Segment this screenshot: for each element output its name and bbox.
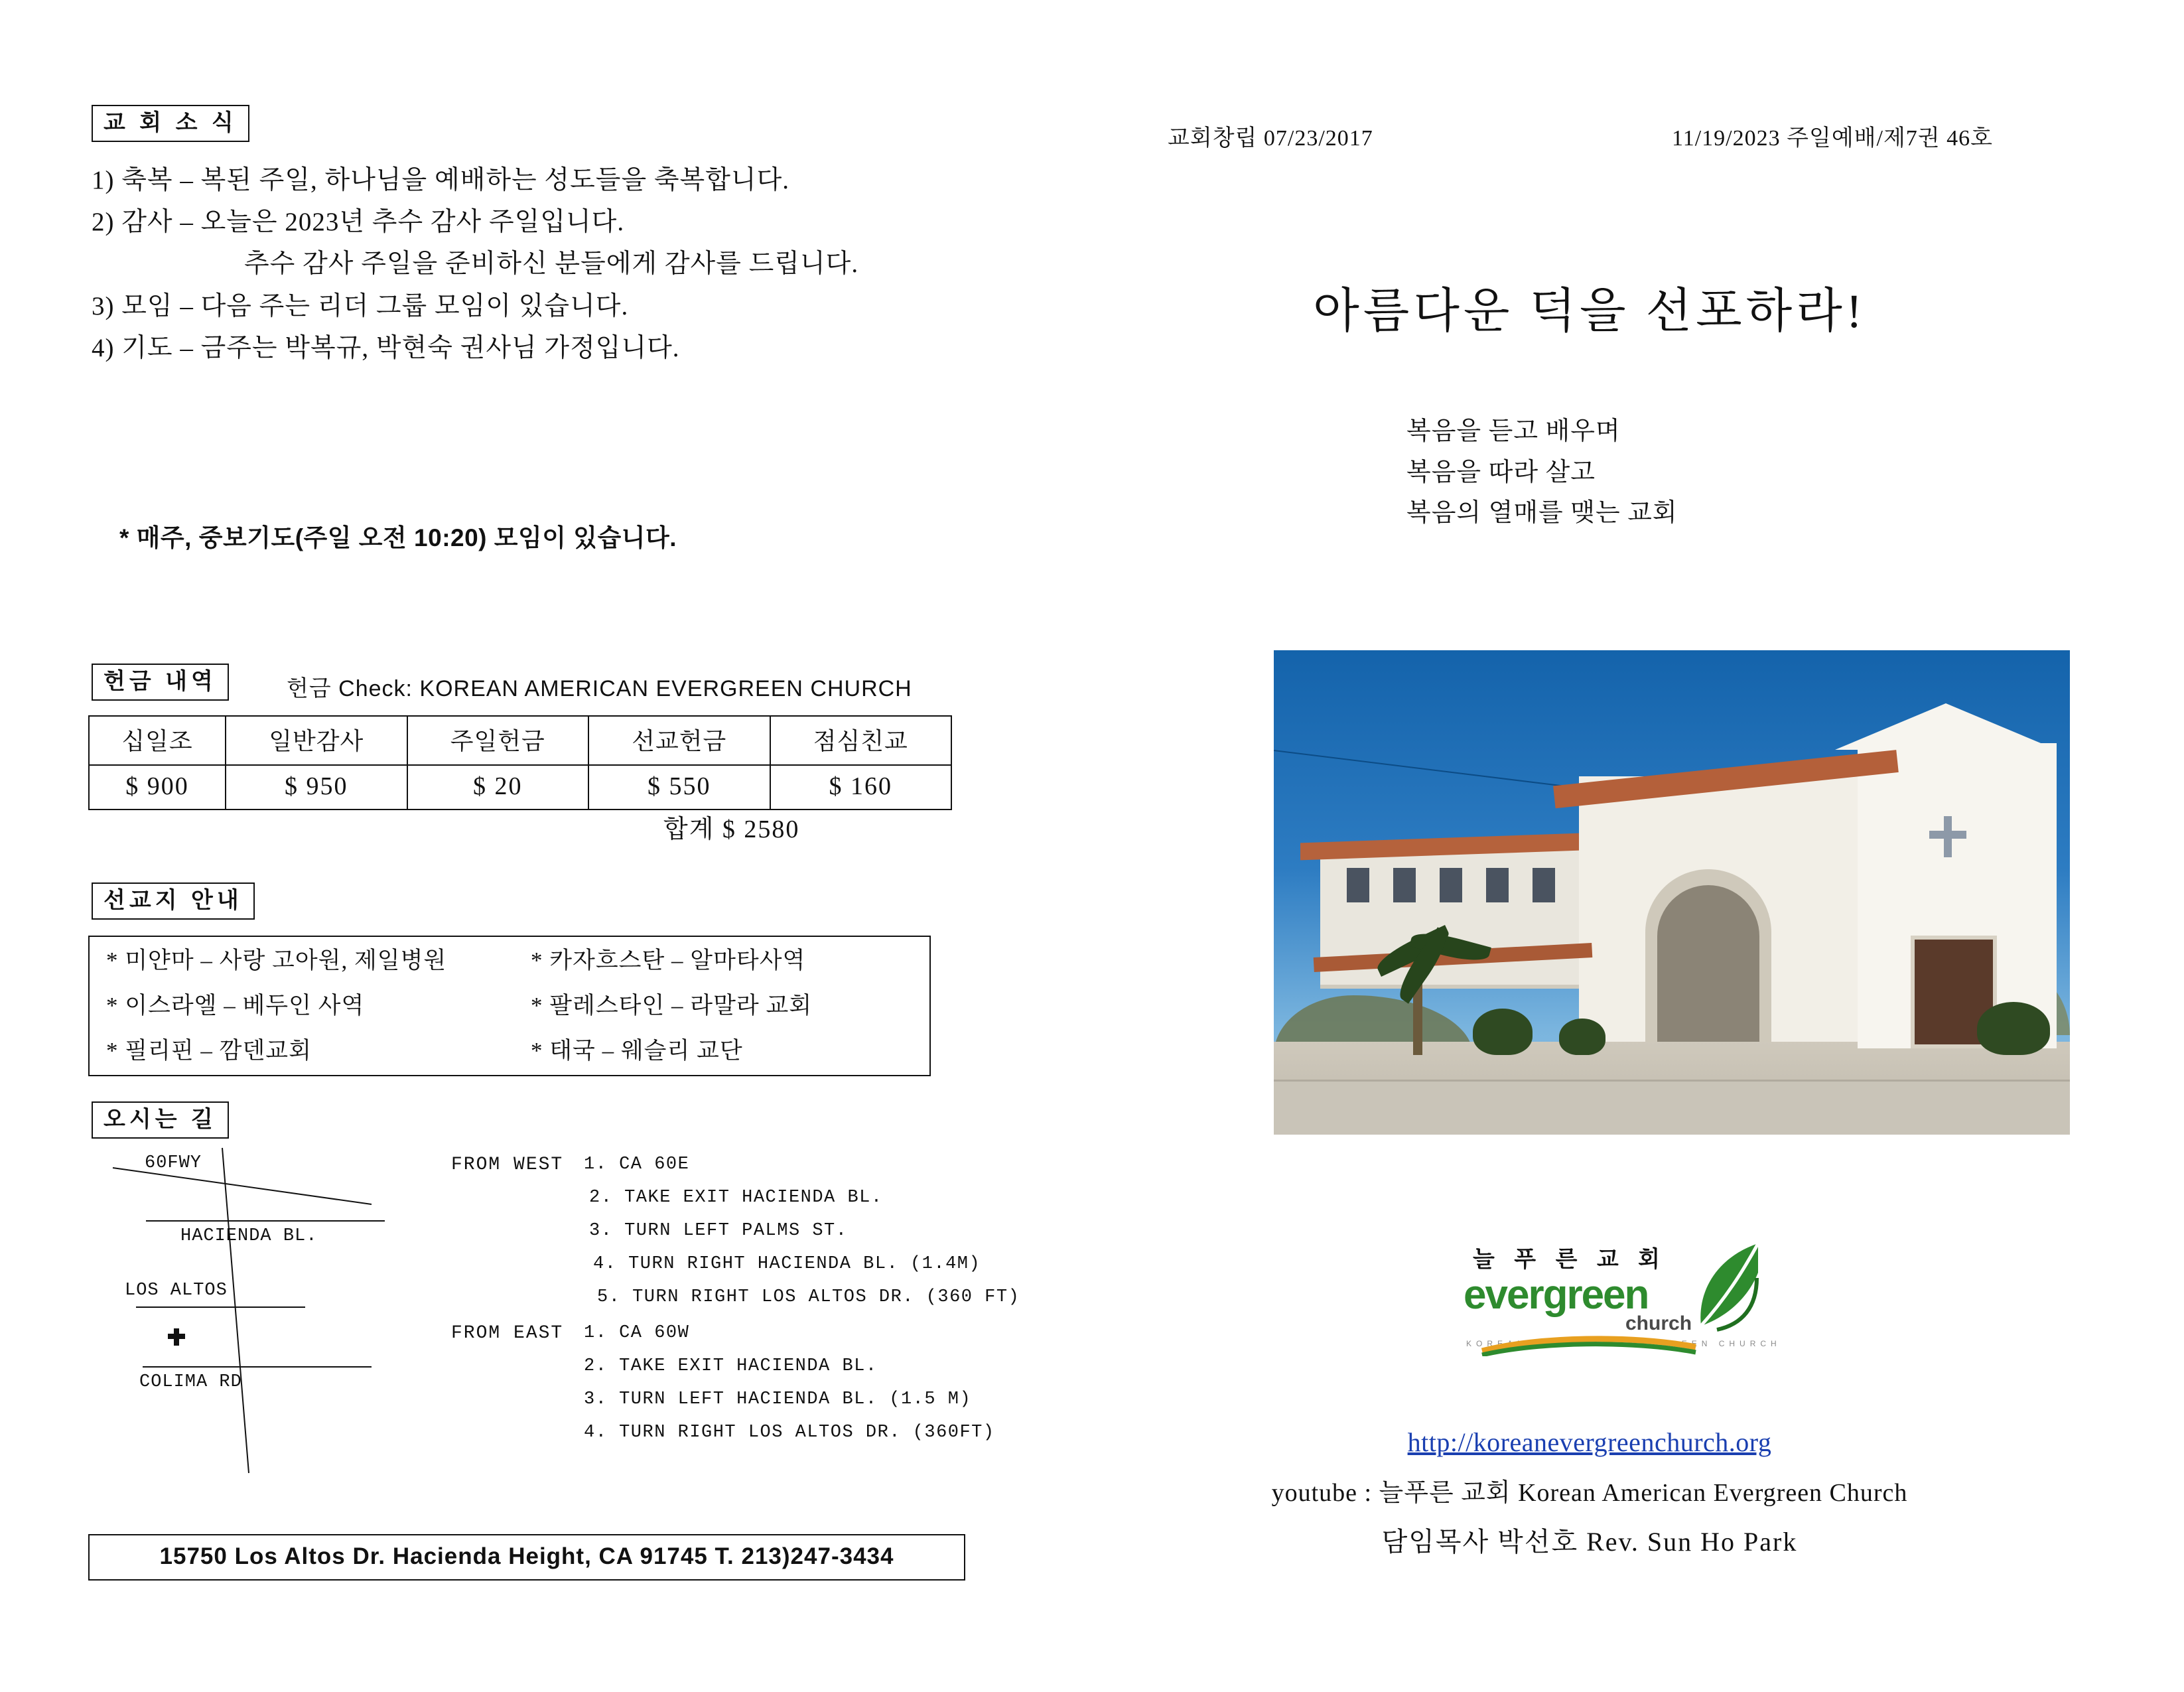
news-item: 1) 축복 – 복된 주일, 하나님을 예배하는 성도들을 축복합니다. xyxy=(92,166,789,194)
photo-window xyxy=(1347,868,1369,902)
pastor-line: 담임목사 박선호 Rev. Sun Ho Park xyxy=(1381,1527,1798,1557)
motto-line: 복음의 열매를 맺는 교회 xyxy=(1406,499,1678,528)
offering-amount: $ 550 xyxy=(588,765,770,810)
prayer-meeting-note: * 매주, 중보기도(주일 오전 10:20) 모임이 있습니다. xyxy=(119,524,677,551)
offering-header: 일반감사 xyxy=(226,716,407,765)
youtube-line: youtube : 늘푸른 교회 Korean American Evergreen Church xyxy=(1271,1479,1908,1507)
table-row-amounts xyxy=(89,765,951,810)
offering-amount: $ 160 xyxy=(770,765,952,810)
motto-line: 복음을 따라 살고 xyxy=(1406,458,1596,486)
address-bar: 15750 Los Altos Dr. Hacienda Height, CA 91745 T. 213)247-3434 xyxy=(88,1534,965,1581)
logo-korean-name: 늘 푸 른 교 회 xyxy=(1473,1247,1667,1272)
offering-total: 합계 $ 2580 xyxy=(663,815,800,843)
photo-window xyxy=(1440,868,1462,902)
offering-table xyxy=(88,715,952,810)
offering-header: 점심친교 xyxy=(770,716,952,765)
church-news-list xyxy=(92,159,954,369)
mission-list xyxy=(106,942,929,1066)
photo-shrub xyxy=(1559,1019,1605,1055)
mission-item: * 카자흐스탄 – 알마타사역 xyxy=(531,948,806,973)
from-west-step: 1. CA 60E xyxy=(584,1155,690,1174)
location-map xyxy=(106,1141,517,1486)
news-item-sub: 추수 감사 주일을 준비하신 분들에게 감사를 드립니다. xyxy=(244,249,859,279)
map-label-hacienda: HACIENDA BL. xyxy=(180,1226,318,1246)
left-column xyxy=(0,0,1020,1692)
website-link[interactable]: http://koreanevergreenchurch.org xyxy=(1407,1427,1772,1457)
from-west-step: 4. TURN RIGHT HACIENDA BL. (1.4M) xyxy=(593,1254,981,1274)
from-east-label: FROM EAST xyxy=(451,1323,564,1344)
news-item: 3) 모임 – 다음 주는 리더 그룹 모임이 있습니다. xyxy=(92,291,629,320)
issue-info: 11/19/2023 주일예배/제7권 46호 xyxy=(1672,126,1993,151)
mission-item: * 태국 – 웨슬리 교단 xyxy=(531,1038,743,1064)
photo-window xyxy=(1533,868,1555,902)
offering-amount: $ 900 xyxy=(89,765,226,810)
news-item: 2) 감사 – 오늘은 2023년 추수 감사 주일입니다. xyxy=(92,208,625,237)
church-motto xyxy=(1406,411,1678,534)
mission-item: * 팔레스타인 – 라말라 교회 xyxy=(531,993,813,1019)
mission-heading: 선교지 안내 xyxy=(92,882,255,920)
church-news-heading: 교 회 소 식 xyxy=(92,105,249,142)
offering-header: 선교헌금 xyxy=(588,716,770,765)
directions-heading: 오시는 길 xyxy=(92,1101,229,1139)
from-east-step: 1. CA 60W xyxy=(584,1323,690,1343)
founding-date: 교회창립 07/23/2017 xyxy=(1168,126,1373,151)
leaf-icon xyxy=(1678,1238,1778,1338)
from-west-label: FROM WEST xyxy=(451,1155,564,1175)
church-photo xyxy=(1274,650,2070,1135)
from-west-step: 5. TURN RIGHT LOS ALTOS DR. (360 FT) xyxy=(597,1287,1020,1307)
photo-shrub xyxy=(1977,1002,2050,1055)
photo-window xyxy=(1393,868,1416,902)
logo-wordmark-evergreen: evergreen xyxy=(1464,1272,1649,1318)
photo-walkway xyxy=(1274,1080,2070,1135)
offering-header: 주일헌금 xyxy=(407,716,588,765)
table-row-headers xyxy=(89,716,951,765)
map-lines xyxy=(106,1141,517,1486)
mission-item: * 필리핀 – 깜덴교회 xyxy=(106,1038,312,1064)
photo-window xyxy=(1486,868,1509,902)
from-east-step: 2. TAKE EXIT HACIENDA BL. xyxy=(584,1356,878,1376)
right-column xyxy=(995,0,2184,1692)
offering-heading: 헌금 내역 xyxy=(92,664,229,701)
mission-item: * 이스라엘 – 베두인 사역 xyxy=(106,993,365,1019)
from-east-step: 3. TURN LEFT HACIENDA BL. (1.5 M) xyxy=(584,1389,972,1409)
logo-wordmark-church: church xyxy=(1625,1312,1692,1334)
motto-line: 복음을 듣고 배우며 xyxy=(1406,417,1621,445)
cross-icon xyxy=(1929,831,1966,839)
offering-amount: $ 950 xyxy=(226,765,407,810)
from-west-step: 3. TURN LEFT PALMS ST. xyxy=(589,1221,848,1241)
page-title: 아름다운 덕을 선포하라! xyxy=(1313,285,1866,338)
from-west-step: 2. TAKE EXIT HACIENDA BL. xyxy=(589,1188,883,1208)
from-east-step: 4. TURN RIGHT LOS ALTOS DR. (360FT) xyxy=(584,1423,995,1443)
photo-archway xyxy=(1645,869,1771,1042)
map-label-freeway: 60FWY xyxy=(145,1153,202,1173)
offering-amount: $ 20 xyxy=(407,765,588,810)
offering-check-label: 헌금 Check: KOREAN AMERICAN EVERGREEN CHURCH xyxy=(287,676,912,701)
map-label-colima: COLIMA RD xyxy=(139,1372,242,1392)
church-logo xyxy=(1460,1234,1805,1367)
logo-tagline: KOREAN AMERICAN EVERGREEN CHURCH xyxy=(1466,1339,1781,1348)
news-item: 4) 기도 – 금주는 박복규, 박현숙 권사님 가정입니다. xyxy=(92,333,680,362)
map-label-los-altos: LOS ALTOS xyxy=(125,1281,228,1301)
swoosh-icon xyxy=(1479,1334,1698,1356)
photo-shrub xyxy=(1473,1009,1533,1055)
offering-header: 십일조 xyxy=(89,716,226,765)
photo-arch-opening xyxy=(1657,885,1759,1042)
mission-item: * 미얀마 – 사랑 고아원, 제일병원 xyxy=(106,948,447,973)
